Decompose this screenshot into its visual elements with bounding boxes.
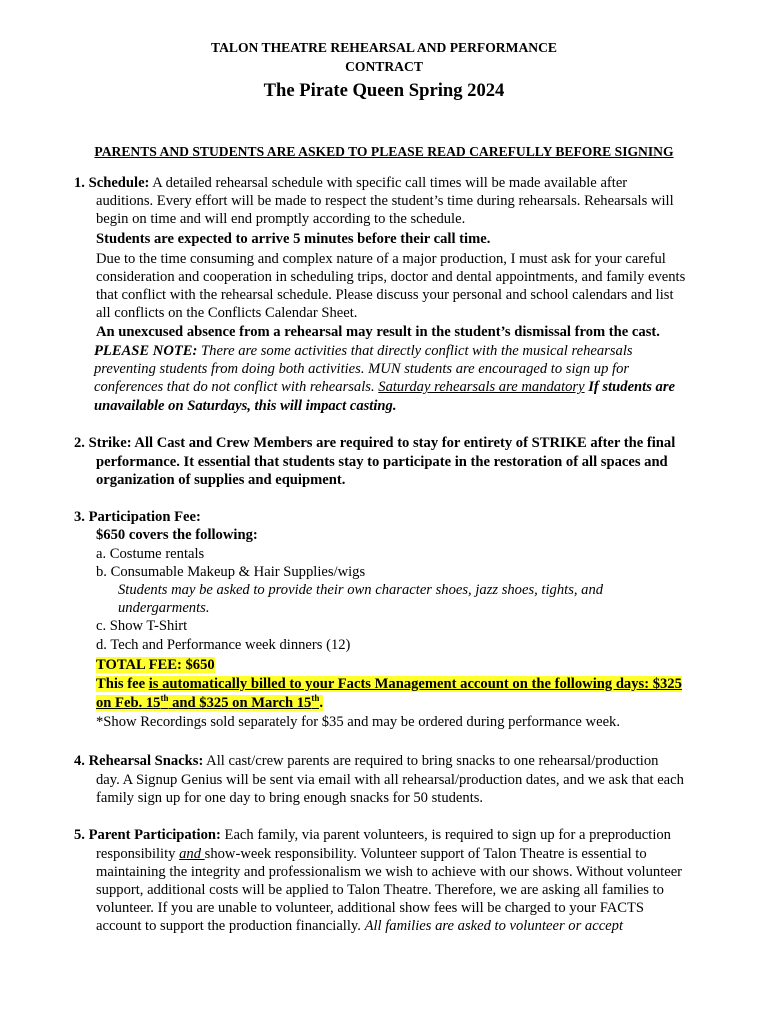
please-note-line-1: PLEASE NOTE: There are some activities that directly conflict with the musical rehearsals: [94, 343, 633, 359]
signing-notice: PARENTS AND STUDENTS ARE ASKED TO PLEASE READ CAREFULLY BEFORE SIGNING: [94, 144, 674, 159]
arrival-requirement: Students are expected to arrive 5 minutes before their call time.: [96, 231, 491, 247]
parent-line-1: 5. Parent Participation: Each family, via parent volunteers, is required to sign up for a preproduction: [74, 827, 671, 843]
document-title: The Pirate Queen Spring 2024: [263, 80, 505, 101]
fee-heading: 3. Participation Fee:: [74, 509, 201, 525]
parent-line-4: support, additional costs will be applied to Talon Theatre. Therefore, we are asking all families to: [96, 882, 664, 898]
fee-item-a: a. Costume rentals: [96, 546, 205, 562]
snacks-line-1: 4. Rehearsal Snacks: All cast/crew parents are required to bring snacks to one rehearsal/production: [74, 753, 659, 769]
snacks-line-3: family sign up for one day to bring enough snacks for 50 students.: [96, 790, 484, 806]
header-line-2: CONTRACT: [345, 59, 423, 74]
saturday-mandatory: Saturday rehearsals are mandatory: [378, 379, 585, 395]
parent-label: Parent Participation:: [88, 827, 221, 843]
fee-item-b-note-2: undergarments.: [118, 600, 210, 616]
total-fee: TOTAL FEE: $650: [96, 657, 215, 673]
fee-covers: $650 covers the following:: [96, 527, 258, 543]
schedule-line-2: auditions. Every effort will be made to respect the student’s time during rehearsals. Rehearsals will: [96, 193, 674, 209]
please-note-line-3: conferences that do not conflict with rehearsals. Saturday rehearsals are mandatory If students are: [94, 379, 676, 395]
please-note-line-2: preventing students from doing both activities. MUN students are encouraged to sign up for: [94, 361, 630, 377]
fee-item-c: c. Show T-Shirt: [96, 618, 188, 634]
strike-line-3: organization of supplies and equipment.: [96, 472, 346, 488]
billing-line-1: This fee is automatically billed to your Facts Management account on the following days: $325: [96, 676, 682, 692]
schedule-line-5: Due to the time consuming and complex nature of a major production, I must ask for your careful: [96, 251, 666, 267]
fee-item-d: d. Tech and Performance week dinners (12): [96, 637, 351, 653]
snacks-label: Rehearsal Snacks:: [88, 753, 204, 769]
billing-line-2: on Feb. 15th and $325 on March 15th.: [96, 693, 324, 711]
parent-line-3: maintaining the integrity and professionalism we wish to achieve with our shows. Without volunteer: [96, 864, 683, 880]
schedule-line-8: all conflicts on the Conflicts Calendar Sheet.: [96, 305, 358, 321]
schedule-line-7: that conflict with the rehearsal schedule. Please discuss your personal and school calendars and list: [96, 287, 674, 303]
absence-policy: An unexcused absence from a rehearsal may result in the student’s dismissal from the cast.: [96, 324, 660, 340]
please-note-line-4: unavailable on Saturdays, this will impact casting.: [94, 398, 397, 414]
schedule-line-1: 1. Schedule: A detailed rehearsal schedule with specific call times will be made available after: [74, 175, 628, 191]
fee-item-b: b. Consumable Makeup & Hair Supplies/wigs: [96, 564, 366, 580]
header-line-1: TALON THEATRE REHEARSAL AND PERFORMANCE: [211, 40, 557, 55]
recordings-note: *Show Recordings sold separately for $35 and may be ordered during performance week.: [96, 714, 620, 730]
schedule-line-6: consideration and cooperation in scheduling trips, doctor and dental appointments, and family events: [96, 269, 686, 285]
schedule-line-3: begin on time and will end promptly according to the schedule.: [96, 211, 466, 227]
fee-item-b-note-1: Students may be asked to provide their own character shoes, jazz shoes, tights, and: [118, 582, 604, 598]
parent-line-6: account to support the production financially. All families are asked to volunteer or accept: [96, 918, 623, 934]
parent-line-2: responsibility and show-week responsibility. Volunteer support of Talon Theatre is essential to: [96, 846, 647, 862]
parent-line-5: volunteer. If you are unable to volunteer, additional show fees will be charged to your FACTS: [96, 900, 645, 916]
schedule-label: Schedule:: [88, 175, 150, 191]
strike-line-2: performance. It essential that students stay to participate in the restoration of all spaces and: [96, 454, 668, 470]
strike-line-1: 2. Strike: All Cast and Crew Members are required to stay for entirety of STRIKE after the final: [74, 435, 676, 451]
snacks-line-2: day. A Signup Genius will be sent via email with all rehearsal/production dates, and we ask that each: [96, 772, 684, 788]
